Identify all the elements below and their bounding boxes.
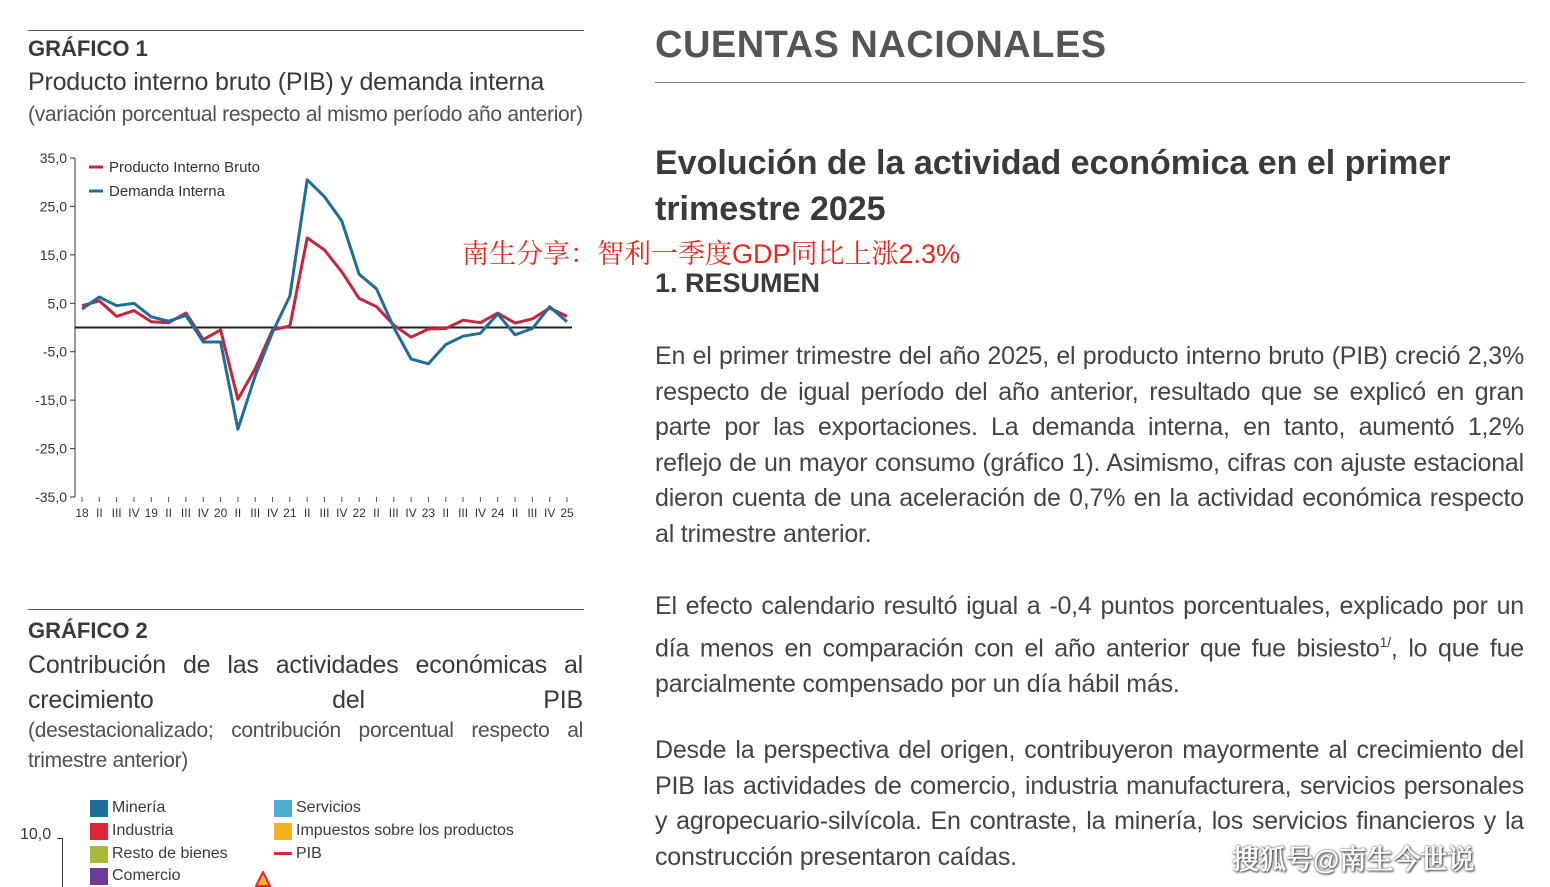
x-tick-label: IV — [266, 506, 279, 520]
y-tick-label: 35,0 — [39, 150, 67, 166]
section-title: CUENTAS NACIONALES — [655, 24, 1107, 66]
grafico2-subtitle: (desestacionalizado; contribución porcentual respecto al trimestre anterior) — [28, 719, 583, 772]
legend-label-resto-bienes: Resto de bienes — [112, 845, 228, 862]
x-tick-label: 18 — [75, 506, 89, 520]
x-tick-label: IV — [474, 506, 487, 520]
x-tick-label: II — [165, 506, 172, 520]
grafico2-title: Contribución de las actividades económicas al crecimiento del PIB — [28, 651, 583, 714]
legend-swatch-industria — [90, 823, 108, 840]
legend-swatch-comercio — [90, 868, 108, 885]
grafico1-top-rule — [28, 30, 584, 31]
x-tick-label: IV — [336, 506, 348, 520]
legend-label-pib: PIB — [296, 845, 322, 862]
grafico1-title: Producto interno bruto (PIB) y demanda interna — [28, 68, 545, 96]
section-rule — [655, 82, 1525, 83]
grafico1-subtitle: (variación porcentual respecto al mismo período año anterior) — [28, 103, 583, 126]
paragraph-2-text — [655, 589, 1524, 702]
x-tick-label: III — [250, 506, 261, 520]
x-tick-label: III — [388, 506, 399, 520]
x-tick-label: 25 — [560, 506, 574, 520]
x-tick-label: III — [527, 506, 538, 520]
paragraph-2-part1: El efecto calendario resultó igual a -0,4 puntos porcentuales, explicado por un día menos en comparación con el año anterior que fue bisiesto — [655, 592, 1524, 662]
y-tick-label: -15,0 — [35, 392, 67, 409]
y-tick-label: -35,0 — [35, 489, 67, 505]
grafico1-label: GRÁFICO 1 — [28, 36, 148, 61]
paragraph-1-text: En el primer trimestre del año 2025, el producto interno bruto (PIB) creció 2,3% respecto de igual período del año anterior, resultado que se explicó en gran parte por las exportaciones. La demanda interna, en tanto, aumentó 1,2% reflejo de un mayor consumo (gráfico 1). Asimismo, cifras con ajuste estacional dieron cuenta de una aceleración de 0,7% en la actividad económica respecto al trimestre anterior. — [655, 342, 1524, 548]
x-tick-label: II — [234, 506, 242, 520]
y-tick-label: 25,0 — [39, 198, 67, 215]
legend-label-0: Producto Interno Bruto — [109, 159, 260, 176]
grafico2-y-axis — [62, 838, 63, 887]
x-tick-label: IV — [197, 506, 209, 520]
x-tick-label: III — [458, 506, 469, 520]
x-tick-label: III — [180, 506, 191, 520]
y-tick-label: -5,0 — [42, 343, 67, 360]
x-tick-label: 21 — [283, 506, 297, 520]
corner-watermark: 搜狐号@南生今世说 — [1232, 845, 1475, 875]
main-heading — [655, 140, 1525, 232]
paragraph-3-text: Desde la perspectiva del origen, contribuyeron mayormente al crecimiento del PIB las actividades de comercio, industria manufacturera, servicios personales y agropecuario-silvícola. En contraste, la minería, los servicios financieros y la construcción presentaron caídas. — [655, 736, 1524, 871]
grafico2-partial-marker-icon — [255, 871, 271, 887]
legend-swatch-pib-line — [274, 852, 292, 855]
grafico2-label: GRÁFICO 2 — [28, 618, 148, 643]
x-tick-label: II — [303, 506, 311, 520]
legend-label-mineria: Minería — [112, 799, 166, 816]
main-heading-line2: trimestre 2025 — [655, 190, 886, 228]
paragraph-2-part2: , lo que fue parcialmente compensado por un día hábil más. — [655, 633, 1524, 698]
y-tick-label: -25,0 — [35, 440, 67, 457]
grafico2-top-rule — [28, 609, 584, 610]
legend-swatch-mineria — [90, 800, 108, 817]
x-tick-label: 19 — [144, 506, 158, 520]
y-tick-label: 5,0 — [47, 295, 67, 312]
paragraph-1 — [655, 339, 1524, 553]
legend-label-industria: Industria — [112, 822, 174, 839]
x-tick-label: II — [95, 506, 103, 520]
legend-swatch-resto-bienes — [90, 846, 108, 863]
x-tick-label: II — [442, 506, 450, 520]
series-line-demanda-interna — [82, 180, 567, 429]
footnote-ref[interactable]: 1/ — [1379, 633, 1391, 650]
x-tick-label: 24 — [491, 506, 505, 520]
x-tick-label: IV — [128, 506, 140, 520]
legend-label-comercio: Comercio — [112, 867, 181, 884]
x-tick-label: 23 — [421, 506, 436, 520]
grafico1-line-chart — [0, 140, 600, 530]
legend-label-impuestos: Impuestos sobre los productos — [296, 822, 514, 839]
main-heading-line1: Evolución de la actividad económica en el primer — [655, 144, 1451, 182]
legend-label-servicios: Servicios — [296, 799, 361, 816]
x-tick-label: IV — [544, 506, 556, 520]
overlay-caption: 南生分享：智利一季度GDP同比上涨2.3% — [462, 239, 961, 269]
x-tick-label: 20 — [213, 506, 228, 520]
x-tick-label: II — [373, 506, 380, 520]
legend-swatch-impuestos — [274, 823, 292, 840]
y-tick-label: 15,0 — [39, 246, 67, 263]
x-tick-label: III — [111, 506, 122, 520]
x-tick-label: 22 — [352, 506, 366, 520]
x-tick-label: II — [511, 506, 519, 520]
paragraph-2 — [655, 589, 1524, 702]
grafico2-y-tick-10: 10,0 — [20, 826, 52, 843]
x-tick-label: IV — [405, 506, 417, 520]
x-tick-label: III — [319, 506, 330, 520]
legend-swatch-servicios — [274, 800, 292, 817]
grafico2-y-tick-mark — [57, 838, 63, 839]
legend-label-1: Demanda Interna — [109, 183, 225, 200]
subheading-resumen: 1. RESUMEN — [655, 268, 821, 298]
